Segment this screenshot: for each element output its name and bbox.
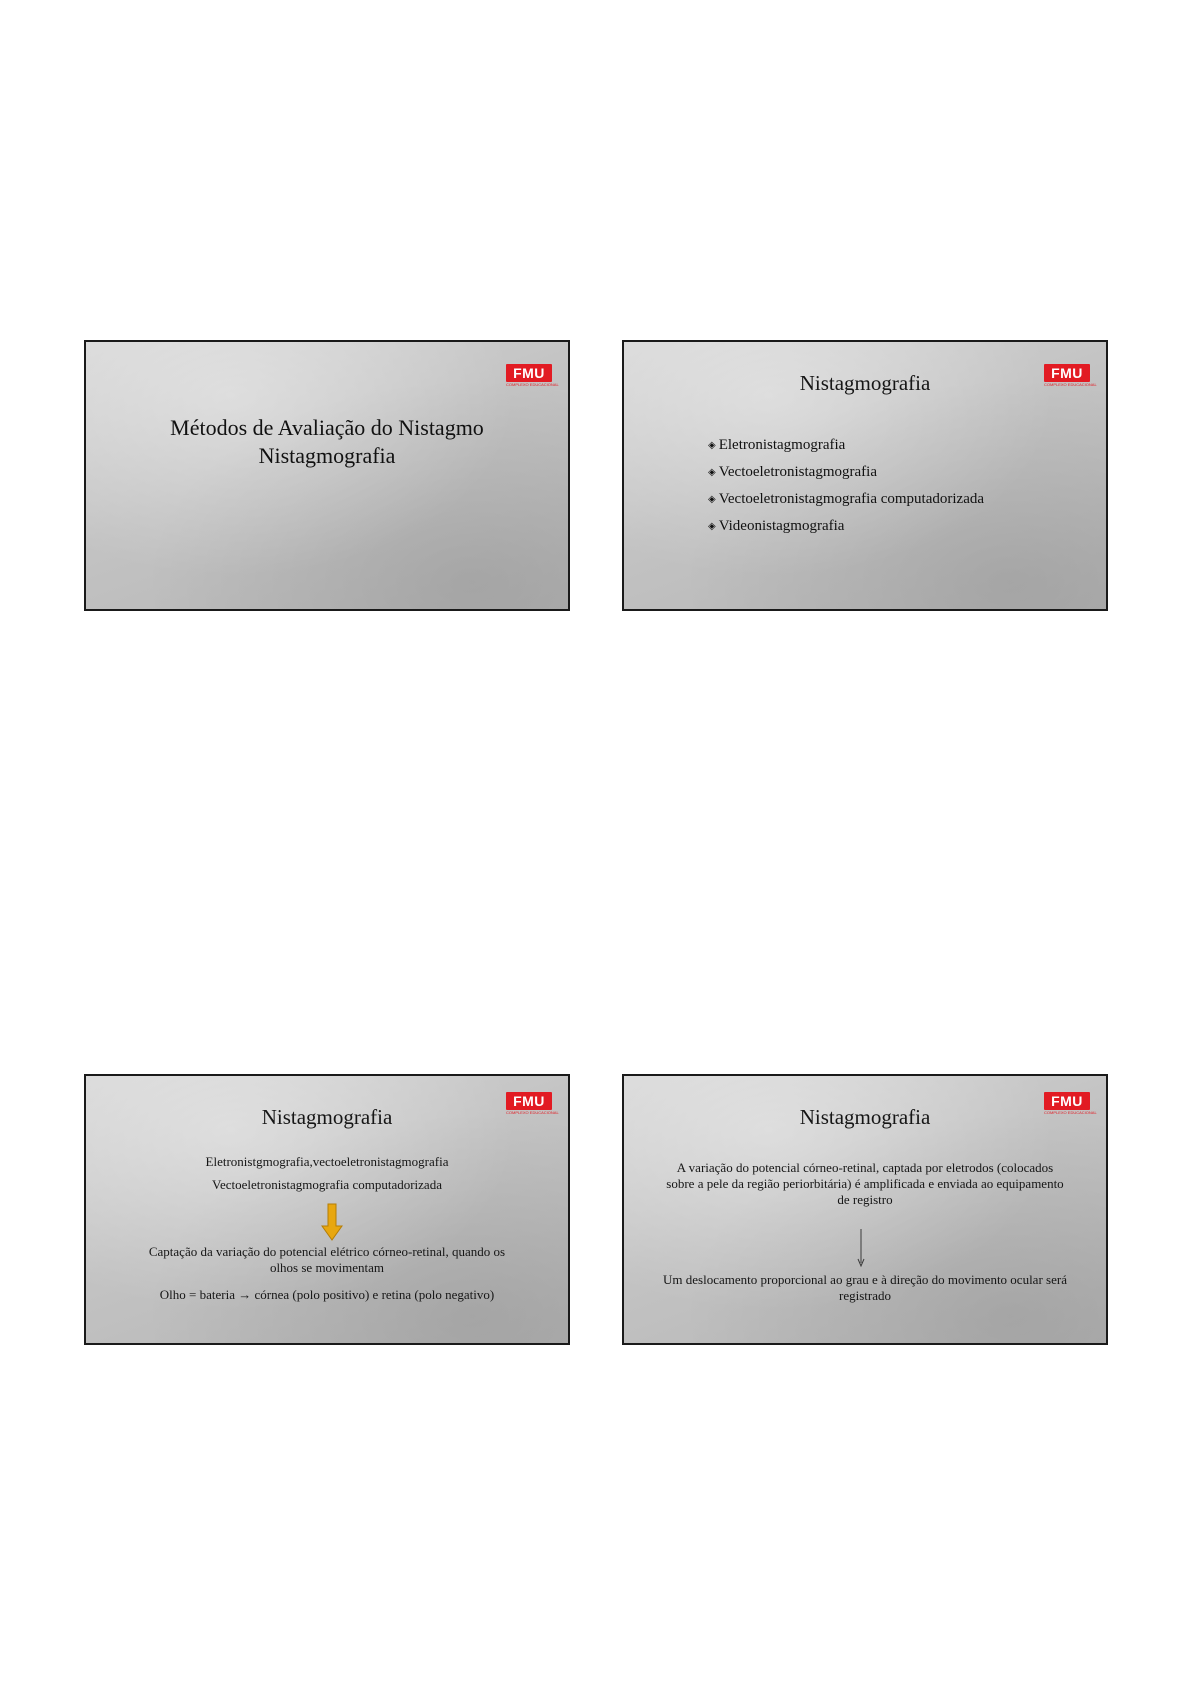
slide-title: Nistagmografia: [799, 1105, 931, 1129]
slide-title: Nistagmografia: [799, 371, 931, 395]
list-item-label: Videonistagmografia: [718, 518, 845, 534]
list-item-label: Vectoeletronistagmografia computadorizada: [718, 491, 985, 507]
slide-title: [106, 414, 548, 470]
logo-mark: FMU: [1044, 1092, 1090, 1110]
bullet-list: [708, 432, 984, 540]
logo-mark: FMU: [506, 364, 552, 382]
list-item: [708, 459, 984, 486]
slide-3: [84, 1074, 570, 1345]
logo-tagline: COMPLEXO EDUCACIONAL: [506, 1110, 559, 1115]
diamond-bullet-icon: ◈: [708, 467, 716, 478]
diamond-bullet-icon: ◈: [708, 521, 716, 532]
down-arrow-icon: [322, 1204, 342, 1240]
diamond-bullet-icon: ◈: [708, 440, 716, 451]
methods-line-1: Eletronistgmografia,vectoeletronistagmografia: [205, 1154, 449, 1169]
logo-mark: FMU: [1044, 364, 1090, 382]
list-item-label: Vectoeletronistagmografia: [718, 464, 877, 480]
slide-4: [622, 1074, 1108, 1345]
slide-2: [622, 340, 1108, 611]
slide-title: Nistagmografia: [261, 1105, 393, 1129]
slide-1: [84, 340, 570, 611]
list-item-label: Eletronistagmografia: [718, 437, 846, 453]
signal-description: A variação do potencial córneo-retinal, captada por eletrodos (colocados sobre a pele da região periorbitária) é amplificada e enviada ao equipamento de registro: [666, 1160, 1064, 1207]
diamond-bullet-icon: ◈: [708, 494, 716, 505]
list-item: [708, 432, 984, 459]
logo-tagline: COMPLEXO EDUCACIONAL: [1044, 382, 1097, 387]
list-item: [708, 513, 984, 540]
fmu-logo: [506, 364, 559, 388]
logo-mark: FMU: [506, 1092, 552, 1110]
down-arrow-icon: [855, 1229, 867, 1267]
title-line-2: Nistagmografia: [258, 443, 396, 468]
methods-line-2: Vectoeletronistagmografia computadorizada: [212, 1177, 442, 1192]
logo-tagline: COMPLEXO EDUCACIONAL: [1044, 1110, 1097, 1115]
displacement-description: Um deslocamento proporcional ao grau e à direção do movimento ocular será registrado: [663, 1272, 1067, 1303]
title-line-1: Métodos de Avaliação do Nistagmo: [170, 415, 484, 440]
list-item: [708, 486, 984, 513]
capture-description: Captação da variação do potencial elétrico córneo-retinal, quando os olhos se movimentam: [148, 1244, 506, 1275]
battery-analogy: Olho = bateria → córnea (polo positivo) e retina (polo negativo): [159, 1287, 495, 1302]
logo-tagline: COMPLEXO EDUCACIONAL: [506, 382, 559, 387]
